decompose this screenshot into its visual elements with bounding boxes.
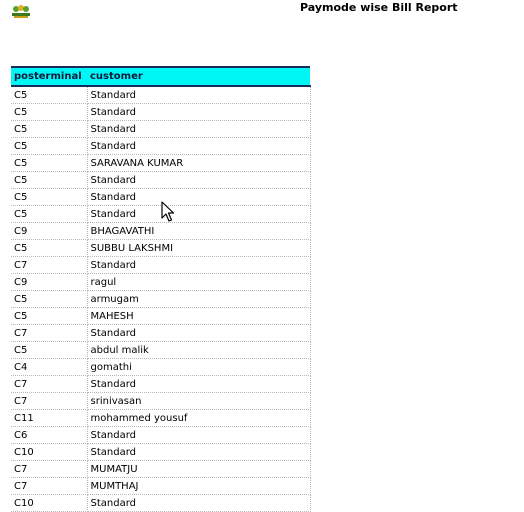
table-row bbox=[11, 342, 310, 359]
table-row bbox=[11, 478, 310, 495]
cell-customer: abdul malik bbox=[87, 342, 310, 359]
cell-customer: Standard bbox=[87, 325, 310, 342]
table-row bbox=[11, 223, 310, 240]
table-row bbox=[11, 240, 310, 257]
table-row bbox=[11, 104, 310, 121]
cell-posterminal: C7 bbox=[11, 461, 87, 478]
table-row bbox=[11, 393, 310, 410]
cell-posterminal: C5 bbox=[11, 189, 87, 206]
cell-customer: SARAVANA KUMAR bbox=[87, 155, 310, 172]
cell-posterminal: C7 bbox=[11, 478, 87, 495]
mouse-pointer-icon bbox=[161, 201, 175, 223]
table-row bbox=[11, 155, 310, 172]
cell-customer: MUMATJU bbox=[87, 461, 310, 478]
cell-customer: Standard bbox=[87, 121, 310, 138]
cell-posterminal: C7 bbox=[11, 257, 87, 274]
cell-posterminal: C7 bbox=[11, 325, 87, 342]
cell-customer: Standard bbox=[87, 444, 310, 461]
cell-customer: MAHESH bbox=[87, 308, 310, 325]
report-title: Paymode wise Bill Report bbox=[300, 1, 458, 14]
cell-customer: gomathi bbox=[87, 359, 310, 376]
cell-customer: Standard bbox=[87, 172, 310, 189]
column-header-posterminal[interactable]: posterminal bbox=[11, 67, 87, 86]
cell-customer: Standard bbox=[87, 86, 310, 104]
brand-logo-icon bbox=[10, 4, 32, 18]
cell-posterminal: C5 bbox=[11, 342, 87, 359]
table-row bbox=[11, 257, 310, 274]
table-row bbox=[11, 291, 310, 308]
table-row bbox=[11, 86, 310, 104]
cell-customer: mohammed yousuf bbox=[87, 410, 310, 427]
table-row bbox=[11, 274, 310, 291]
table-row bbox=[11, 376, 310, 393]
cell-posterminal: C9 bbox=[11, 223, 87, 240]
cell-customer: Standard bbox=[87, 495, 310, 512]
table-row bbox=[11, 427, 310, 444]
cell-posterminal: C11 bbox=[11, 410, 87, 427]
cell-posterminal: C9 bbox=[11, 274, 87, 291]
table-body bbox=[11, 86, 310, 512]
cell-customer: SUBBU LAKSHMI bbox=[87, 240, 310, 257]
cell-customer: ragul bbox=[87, 274, 310, 291]
cell-customer: srinivasan bbox=[87, 393, 310, 410]
cell-posterminal: C5 bbox=[11, 206, 87, 223]
cell-posterminal: C10 bbox=[11, 495, 87, 512]
cell-customer: Standard bbox=[87, 376, 310, 393]
table-row bbox=[11, 325, 310, 342]
cell-posterminal: C5 bbox=[11, 240, 87, 257]
cell-customer: Standard bbox=[87, 104, 310, 121]
cell-posterminal: C4 bbox=[11, 359, 87, 376]
cell-customer: Standard bbox=[87, 206, 310, 223]
cell-posterminal: C5 bbox=[11, 308, 87, 325]
cell-customer: Standard bbox=[87, 138, 310, 155]
cell-customer: MUMTHAJ bbox=[87, 478, 310, 495]
report-table bbox=[11, 66, 311, 512]
cell-posterminal: C5 bbox=[11, 86, 87, 104]
table-row bbox=[11, 138, 310, 155]
table-header-row bbox=[11, 67, 310, 86]
table-row bbox=[11, 410, 310, 427]
table-row bbox=[11, 444, 310, 461]
cell-posterminal: C5 bbox=[11, 172, 87, 189]
cell-customer: Standard bbox=[87, 427, 310, 444]
column-header-customer[interactable]: customer bbox=[87, 67, 310, 86]
table-row bbox=[11, 461, 310, 478]
cell-posterminal: C5 bbox=[11, 155, 87, 172]
table-row bbox=[11, 308, 310, 325]
cell-posterminal: C5 bbox=[11, 104, 87, 121]
table-row bbox=[11, 121, 310, 138]
cell-posterminal: C7 bbox=[11, 393, 87, 410]
cell-customer: Standard bbox=[87, 257, 310, 274]
cell-posterminal: C10 bbox=[11, 444, 87, 461]
table-row bbox=[11, 172, 310, 189]
table-row bbox=[11, 359, 310, 376]
cell-customer: BHAGAVATHI bbox=[87, 223, 310, 240]
cell-posterminal: C7 bbox=[11, 376, 87, 393]
cell-customer: Standard bbox=[87, 189, 310, 206]
cell-posterminal: C5 bbox=[11, 121, 87, 138]
cell-posterminal: C6 bbox=[11, 427, 87, 444]
cell-posterminal: C5 bbox=[11, 138, 87, 155]
cell-customer: armugam bbox=[87, 291, 310, 308]
cell-posterminal: C5 bbox=[11, 291, 87, 308]
